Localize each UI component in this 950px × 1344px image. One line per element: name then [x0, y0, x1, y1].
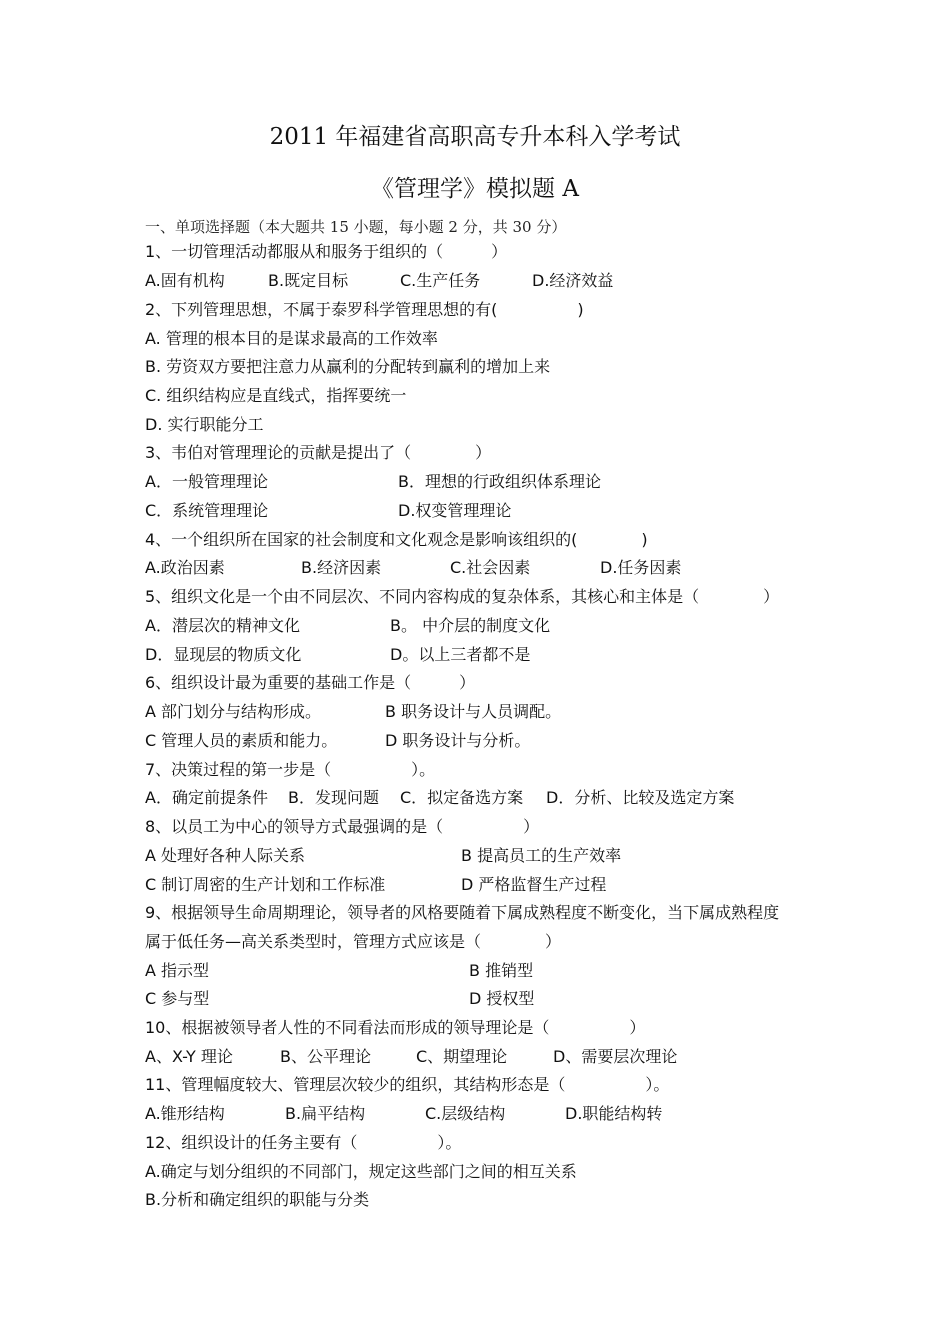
- option-c: C、期望理论: [416, 1047, 508, 1066]
- option-a: A 指示型: [145, 961, 210, 980]
- option-a: A.锥形结构: [145, 1104, 225, 1123]
- option-b: B。 中介层的制度文化: [390, 616, 551, 635]
- option-c: C.层级结构: [425, 1104, 506, 1123]
- option-a: A 部门划分与结构形成。: [145, 702, 322, 721]
- option-a: A．潜层次的精神文化: [145, 616, 300, 635]
- option-a: A.政治因素: [145, 558, 225, 577]
- option-d: D.权变管理理论: [398, 501, 512, 520]
- option-c: C. 组织结构应是直线式，指挥要统一: [145, 386, 407, 405]
- option-a: A.固有机构: [145, 271, 225, 290]
- option-d: D。以上三者都不是: [390, 645, 531, 664]
- option-c: C．拟定备选方案: [400, 788, 524, 807]
- option-b: B 推销型: [469, 961, 534, 980]
- question-1-stem: 1、一切管理活动都服从和服务于组织的（ ）: [145, 242, 508, 261]
- option-c: C.生产任务: [400, 271, 481, 290]
- option-c: C 参与型: [145, 989, 210, 1008]
- question-7-stem: 7、决策过程的第一步是（ ）。: [145, 760, 436, 779]
- option-b: B、公平理论: [280, 1047, 371, 1066]
- question-8-stem: 8、以员工为中心的领导方式最强调的是（ ）: [145, 817, 540, 836]
- option-c: C.社会因素: [450, 558, 531, 577]
- option-b: B. 劳资双方要把注意力从赢利的分配转到赢利的增加上来: [145, 357, 551, 376]
- option-b: B.分析和确定组织的职能与分类: [145, 1190, 370, 1209]
- question-10-stem: 10、根据被领导者人性的不同看法而形成的领导理论是（ ）: [145, 1018, 646, 1037]
- option-b: B.既定目标: [268, 271, 349, 290]
- section-header: 一、单项选择题（本大题共 15 小题，每小题 2 分，共 30 分）: [145, 218, 567, 236]
- option-d: D 职务设计与分析。: [385, 731, 531, 750]
- option-a: A.确定与划分组织的不同部门，规定这些部门之间的相互关系: [145, 1162, 577, 1181]
- question-2-stem: 2、下列管理思想，不属于泰罗科学管理思想的有( ): [145, 300, 584, 319]
- option-c: C 管理人员的素质和能力。: [145, 731, 338, 750]
- question-4-stem: 4、一个组织所在国家的社会制度和文化观念是影响该组织的( ): [145, 530, 648, 549]
- option-d: D.任务因素: [600, 558, 682, 577]
- option-c: C 制订周密的生产计划和工作标准: [145, 875, 386, 894]
- question-6-stem: 6、组织设计最为重要的基础工作是（ ）: [145, 673, 476, 692]
- option-d: D.经济效益: [532, 271, 614, 290]
- question-11-stem: 11、管理幅度较大、管理层次较少的组织，其结构形态是（ ）。: [145, 1075, 670, 1094]
- exam-title: 2011 年福建省高职高专升本科入学考试: [269, 124, 681, 150]
- option-b: B.扁平结构: [285, 1104, 366, 1123]
- option-d: D 严格监督生产过程: [461, 875, 607, 894]
- question-3-stem: 3、韦伯对管理理论的贡献是提出了（ ）: [145, 443, 492, 462]
- option-a: A．确定前提条件: [145, 788, 268, 807]
- option-b: B 职务设计与人员调配。: [385, 702, 562, 721]
- option-d: D 授权型: [469, 989, 535, 1008]
- option-c: D．显现层的物质文化: [145, 645, 302, 664]
- option-b: B．理想的行政组织体系理论: [398, 472, 601, 491]
- option-d: D．分析、比较及选定方案: [546, 788, 735, 807]
- question-12-stem: 12、组织设计的任务主要有（ ）。: [145, 1133, 462, 1152]
- option-d: D. 实行职能分工: [145, 415, 264, 434]
- option-d: D、需要层次理论: [553, 1047, 678, 1066]
- option-b: B 提高员工的生产效率: [461, 846, 622, 865]
- option-c: C．系统管理理论: [145, 501, 269, 520]
- question-5-stem: 5、组织文化是一个由不同层次、不同内容构成的复杂体系，其核心和主体是（ ）: [145, 587, 780, 606]
- exam-subtitle: 《管理学》模拟题 A: [371, 176, 579, 202]
- option-b: B．发现问题: [288, 788, 379, 807]
- option-a: A. 管理的根本目的是谋求最高的工作效率: [145, 329, 438, 348]
- option-a: A、X-Y 理论: [145, 1047, 233, 1066]
- option-a: A．一般管理理论: [145, 472, 268, 491]
- question-9-stem: 9、根据领导生命周期理论，领导者的风格要随着下属成熟程度不断变化，当下属成熟程度: [145, 903, 780, 922]
- option-a: A 处理好各种人际关系: [145, 846, 306, 865]
- option-d: D.职能结构转: [565, 1104, 663, 1123]
- question-9-stem-continued: 属于低任务—高关系类型时，管理方式应该是（ ）: [145, 932, 562, 951]
- option-b: B.经济因素: [301, 558, 382, 577]
